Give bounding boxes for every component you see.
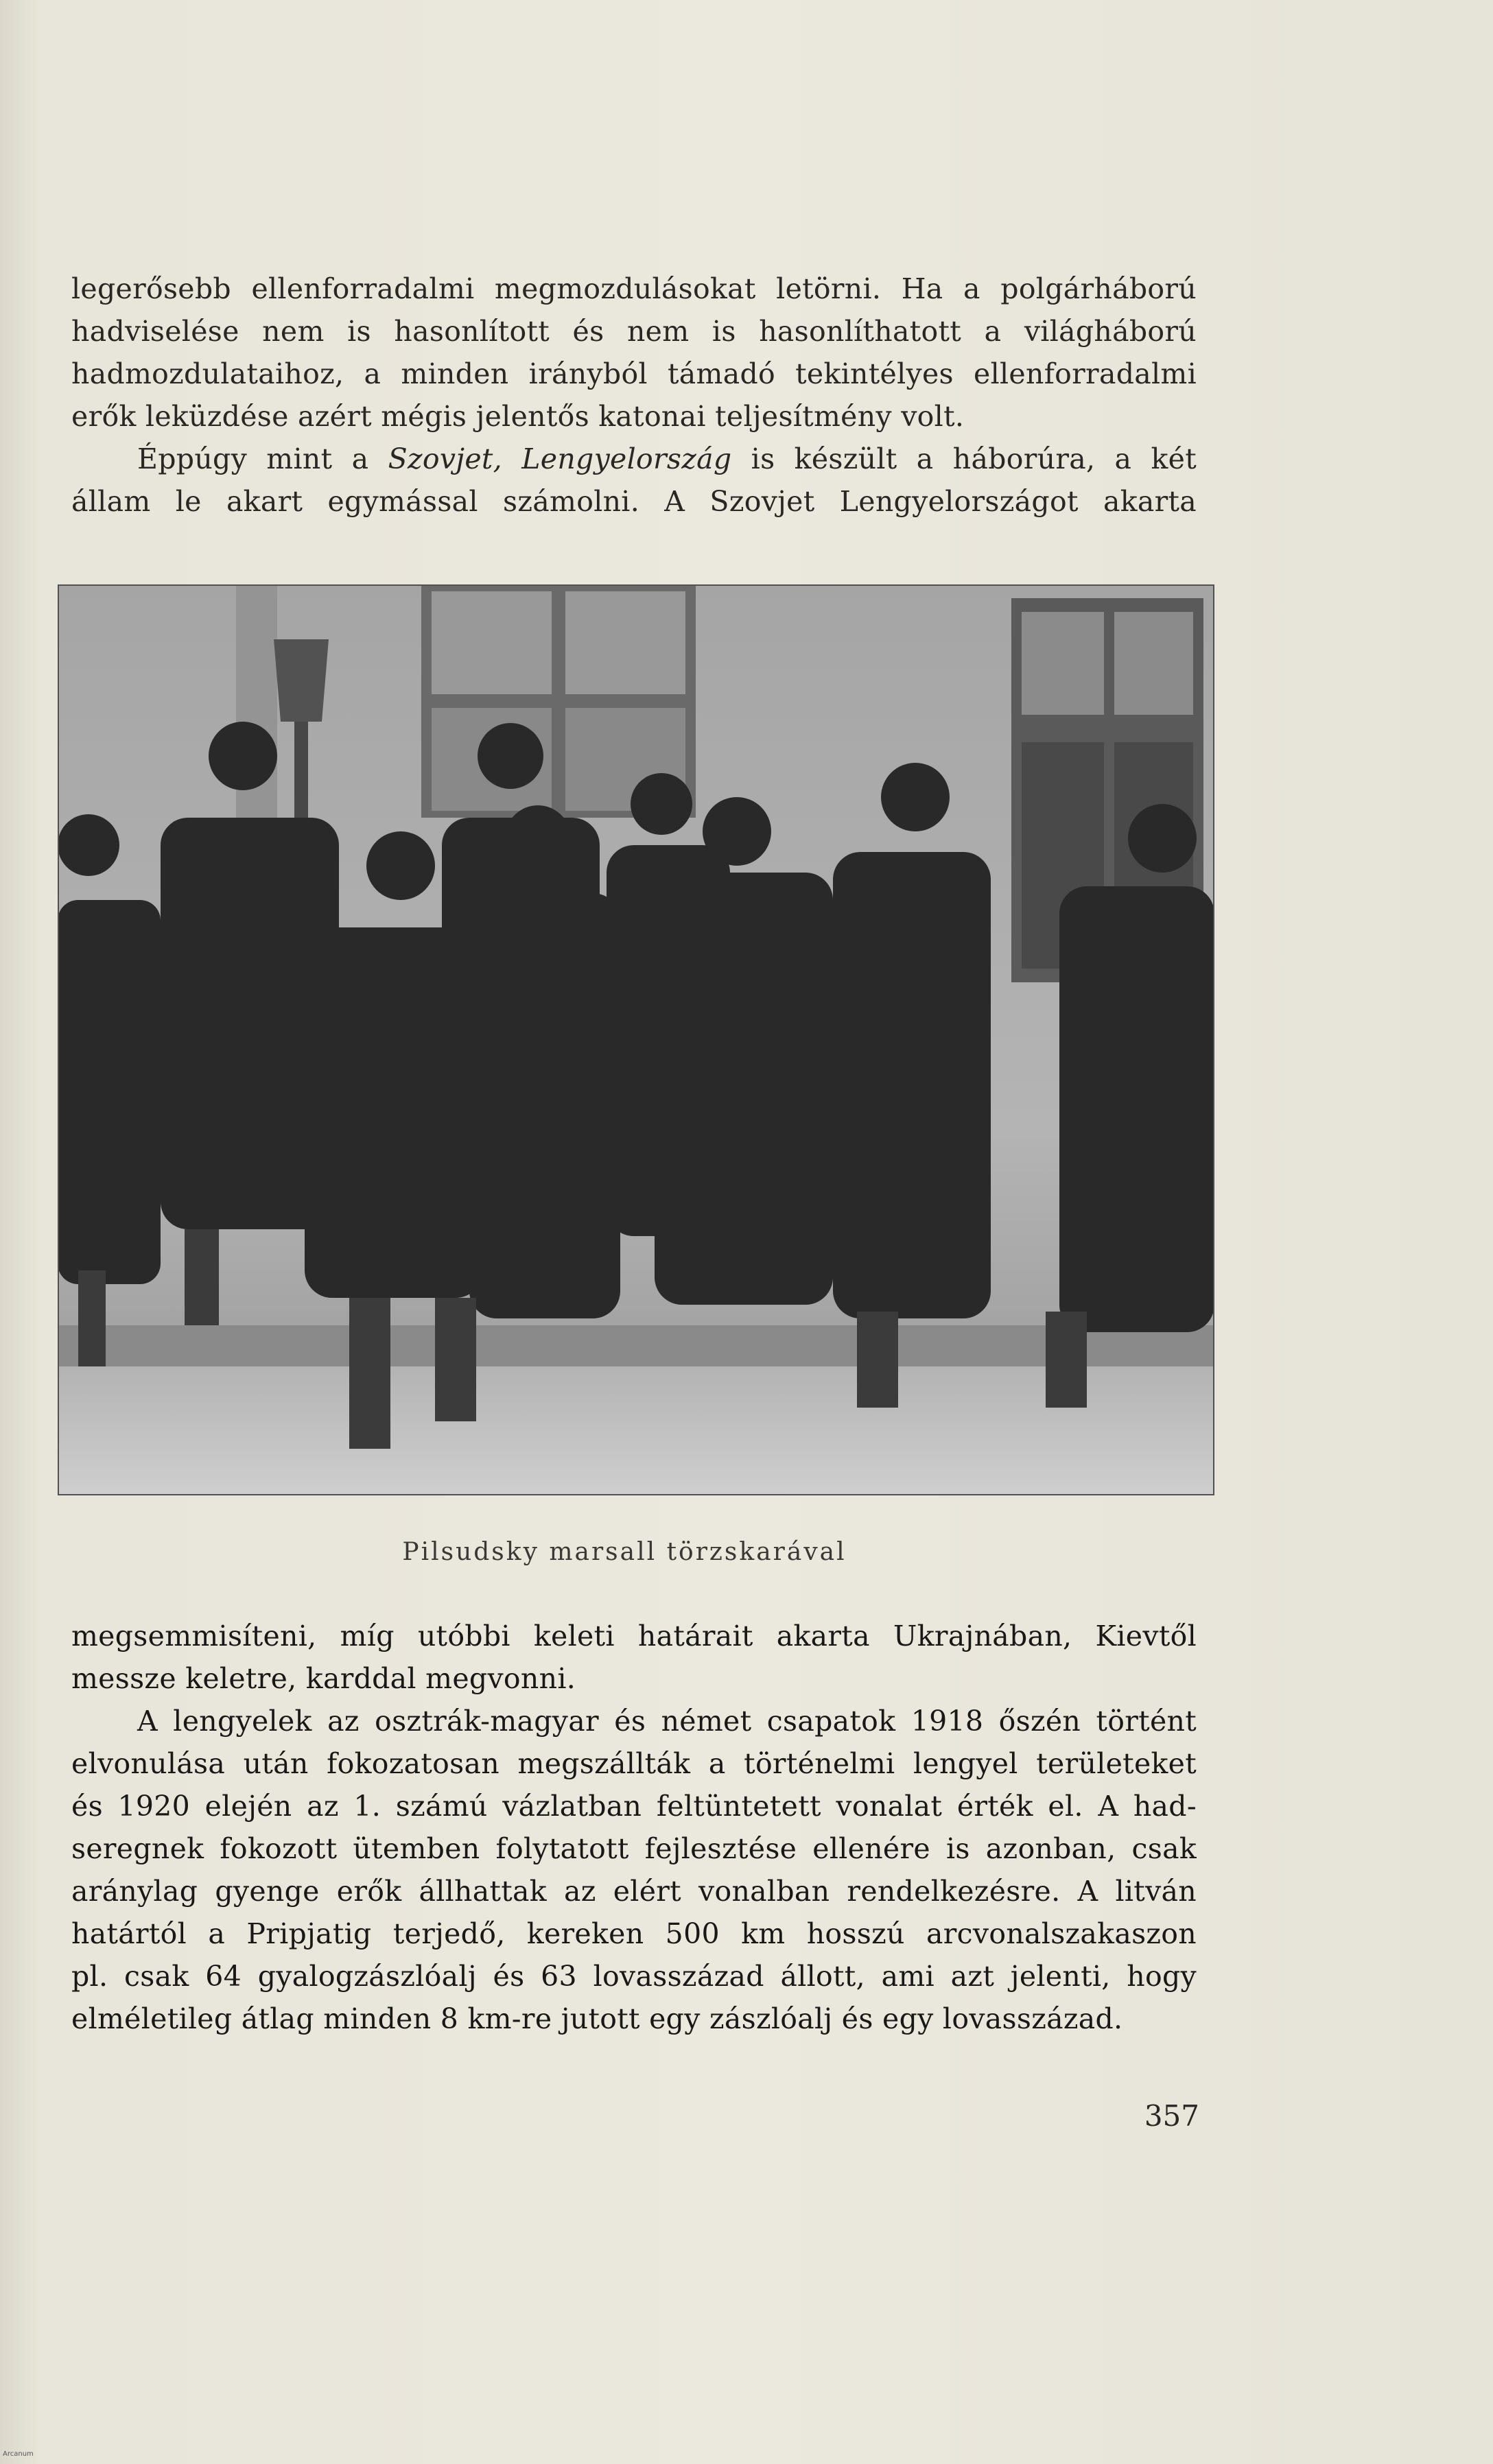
text-line: hadmozdulataihoz, a minden irányból támadó tekintélyes ellenforradalmi (71, 357, 1197, 390)
text-line: hadviselése nem is hasonlított és nem is hasonlíthatott a világháború (71, 315, 1197, 348)
page-number: 357 (1144, 2099, 1199, 2133)
text-line: pl. csak 64 gyalogzászlóalj és 63 lovasszázad állott, ami azt jelenti, hogy (71, 1960, 1197, 1993)
text-run: Éppúgy mint a (137, 442, 388, 475)
bottom-text-block (71, 1615, 1197, 2040)
text-line: seregnek fokozott ütemben folytatott fejlesztése ellenére is azonban, csak (71, 1832, 1197, 1865)
archive-stamp: Arcanum (3, 2450, 34, 2458)
text-line: állam le akart egymással számolni. A Szovjet Lengyelországot akarta (71, 485, 1197, 518)
text-line: elméletileg átlag minden 8 km-re jutott egy zászlóalj és egy lovasszázad. (71, 2002, 1123, 2035)
group-photograph (58, 584, 1214, 1495)
text-line: erők leküzdése azért mégis jelentős katonai teljesítmény volt. (71, 400, 965, 433)
italic-text-run: Szovjet, Lengyelország (388, 442, 732, 475)
paragraph-bottom-1 (71, 1615, 1197, 1700)
text-line: megsemmisíteni, míg utóbbi keleti határait akarta Ukrajnában, Kievtől (71, 1620, 1197, 1652)
text-line: határtól a Pripjatig terjedő, kereken 500 km hosszú arcvonalszakaszon (71, 1917, 1197, 1950)
text-line: A lengyelek az osztrák-magyar és német csapatok 1918 őszén történt (137, 1705, 1197, 1738)
paragraph-top-1 (71, 268, 1197, 438)
text-line: elvonulása után fokozatosan megszállták a történelmi lengyel területeket (71, 1747, 1197, 1780)
photo-illustration (58, 584, 1214, 1495)
text-line: messze keletre, karddal megvonni. (71, 1662, 576, 1695)
photo-caption: Pilsudsky marsall törzskarával (402, 1538, 847, 1566)
text-run: is készült a háborúra, a két (731, 442, 1197, 475)
text-line: és 1920 elején az 1. számú vázlatban feltüntetett vonalat érték el. A had- (71, 1790, 1197, 1823)
paragraph-top-2 (71, 438, 1197, 523)
top-text-block (71, 268, 1197, 523)
paragraph-bottom-2 (71, 1700, 1197, 2040)
text-line (71, 438, 1197, 480)
text-line: aránylag gyenge erők állhattak az elért vonalban rendelkezésre. A litván (71, 1875, 1197, 1908)
text-line: legerősebb ellenforradalmi megmozdulásokat letörni. Ha a polgárháború (71, 272, 1197, 305)
